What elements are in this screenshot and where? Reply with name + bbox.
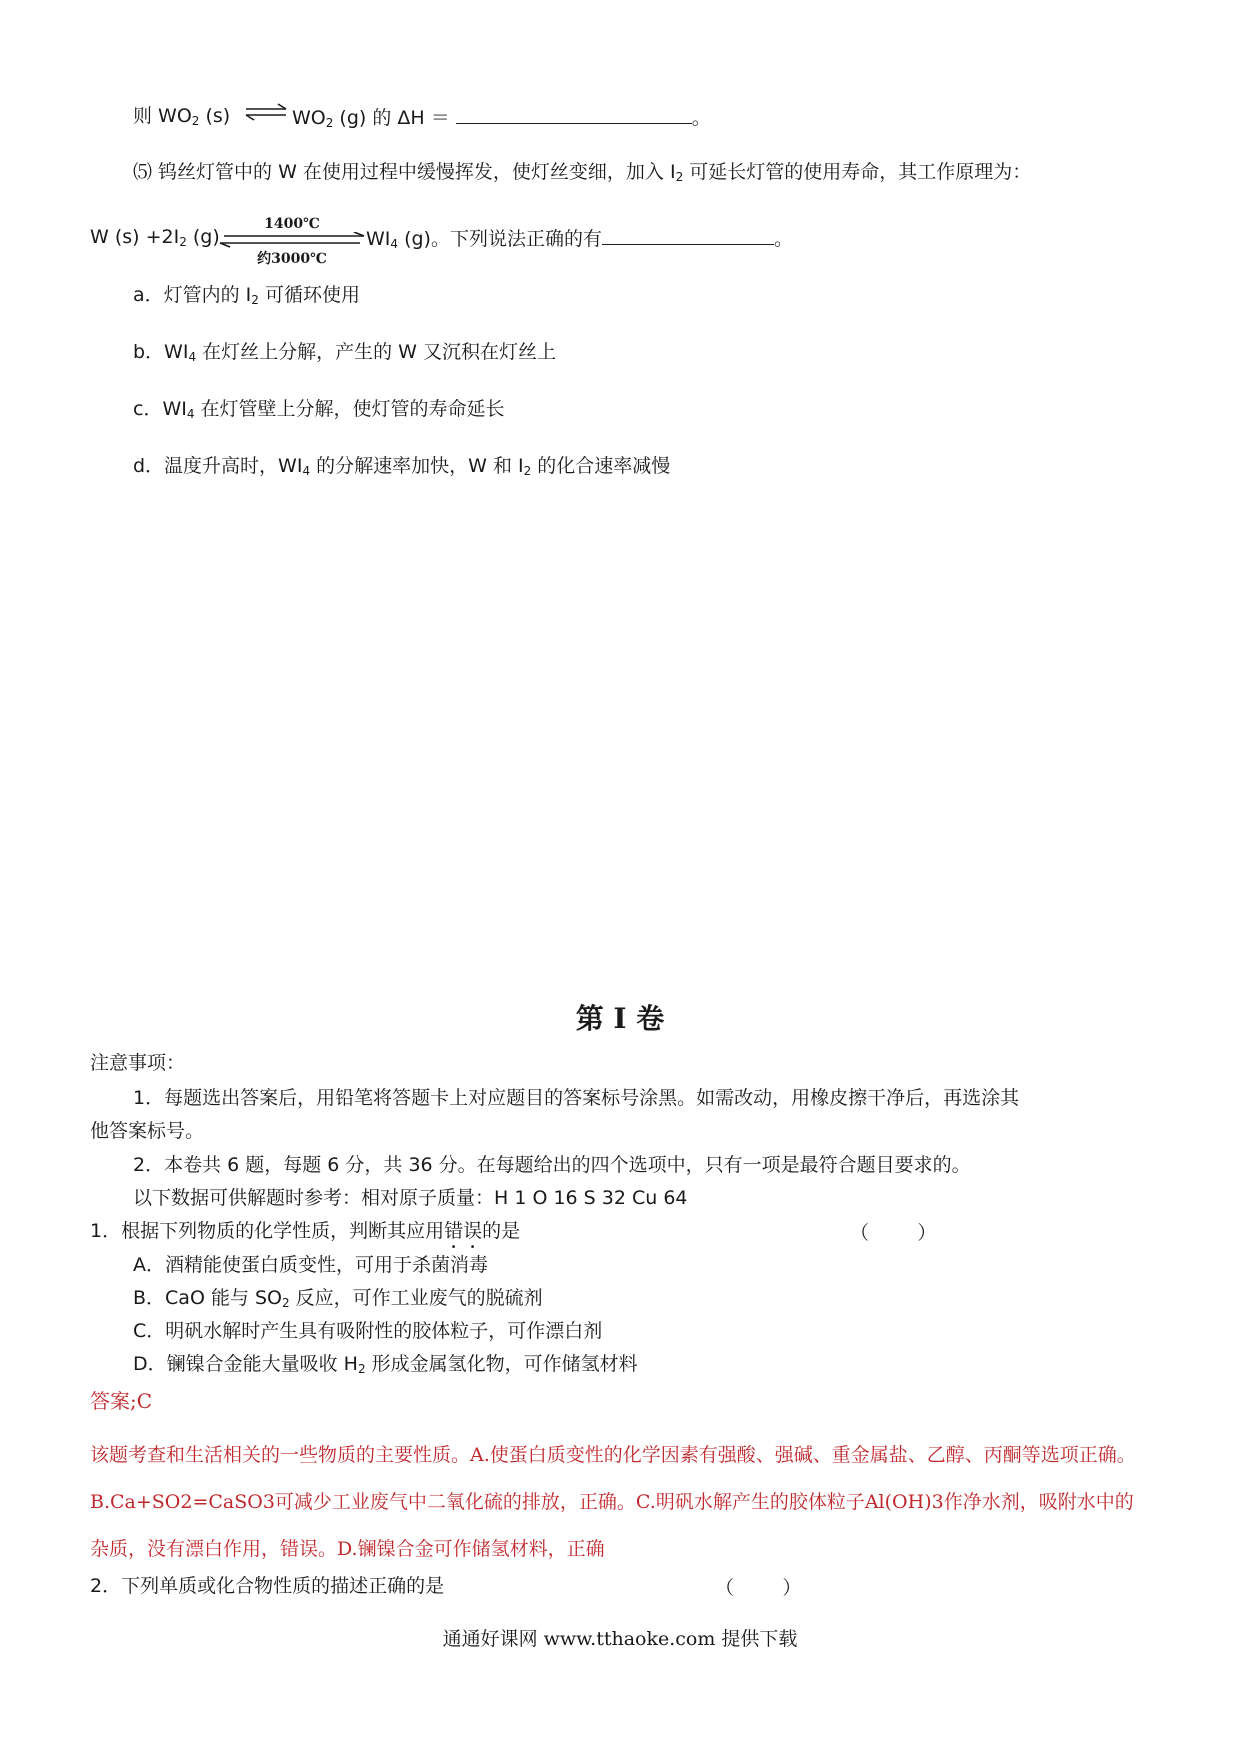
q1-answer-parentheses[interactable]: （ ）: [850, 1222, 937, 1244]
q1-emphasis: 错误: [444, 1220, 483, 1242]
q2-answer-parentheses[interactable]: （ ）: [715, 1577, 802, 1599]
page-footer: 通通好课网 www.tthaoke.com 提供下载: [442, 1628, 798, 1650]
q1-explanation: 该题考查和生活相关的一些物质的主要性质。A.使蛋白质变性的化学因素有强酸、强碱、重金属盐、乙醇、丙酮等选项正确。B.Ca+SO2=CaSO3可减少工业废气中二氧化硫的排放，正确。C.明矾水解产生的胶体粒子Al(OH)3作净水剂，吸附水中的杂质，没有漂白作用，错误。D.镧镍合金可作储氢材料，正确: [90, 1444, 1136, 1560]
reversible-reaction-arrow: [218, 216, 366, 266]
q2-stem: 2．下列单质或化合物性质的描述正确的是: [90, 1575, 445, 1597]
answer-blank-q5[interactable]: [602, 224, 774, 245]
notes-item-1-line-1: 1．每题选出答案后，用铅笔将答题卡上对应题目的答案标号涂黑。如需改动，用橡皮擦干净后，再选涂其: [133, 1087, 1020, 1109]
q5-intro: ⑸ 钨丝灯管中的 W 在使用过程中缓慢挥发，使灯丝变细，加入 $I_2$ 可延长灯管的使用寿命，其工作原理为：: [133, 161, 1032, 184]
notes-reference-data: 以下数据可供解题时参考：相对原子质量：H 1 O 16 S 32 Cu 64: [133, 1187, 688, 1209]
answer-blank-delta-h[interactable]: [456, 103, 692, 124]
q1-option-c: C．明矾水解时产生具有吸附性的胶体粒子，可作漂白剂: [133, 1320, 603, 1342]
double-arrow-icon: [218, 232, 366, 248]
equilibrium-arrow-icon: [244, 103, 288, 121]
q1-option-d: D．镧镍合金能大量吸收 $H_2$ 形成金属氢化物，可作储氢材料: [133, 1353, 638, 1376]
q1-option-a: A．酒精能使蛋白质变性，可用于杀菌消毒: [133, 1254, 488, 1276]
q4-tail-line-rest: $WO_2$ (g) 的 ΔH ＝ 。: [292, 103, 711, 131]
arrow-bottom-condition: 约3000℃: [257, 251, 327, 267]
q5-option-a: a．灯管内的 $I_2$ 可循环使用: [133, 284, 360, 307]
q5-equation-left: W $(s) +2I_2$ (g): [90, 226, 220, 249]
q5-option-d: d．温度升高时，$WI_4$ 的分解速率加快，W 和 $I_2$ 的化合速率减慢: [133, 455, 671, 478]
q5-equation-right: $WI_4$ (g)。下列说法正确的有 。: [366, 224, 793, 252]
notes-heading: 注意事项：: [90, 1052, 186, 1074]
q5-option-b: b．$WI_4$ 在灯丝上分解，产生的 W 又沉积在灯丝上: [133, 341, 557, 364]
q4-tail-line: 则 $WO_2$ (s): [133, 105, 231, 128]
q1-stem: 1．根据下列物质的化学性质，判断其应用错误的是: [90, 1220, 521, 1242]
q1-answer: 答案;C: [90, 1389, 153, 1413]
q5-option-c: c．$WI_4$ 在灯管壁上分解，使灯管的寿命延长: [133, 398, 505, 421]
arrow-top-condition: 1400℃: [264, 216, 320, 232]
q1-option-b: B．CaO 能与 $SO_2$ 反应，可作工业废气的脱硫剂: [133, 1287, 543, 1310]
section-title: 第 I 卷: [575, 1002, 665, 1035]
notes-item-2: 2．本卷共 6 题，每题 6 分，共 36 分。在每题给出的四个选项中，只有一项是最符合题目要求的。: [133, 1154, 971, 1176]
notes-item-1-line-2: 他答案标号。: [90, 1120, 205, 1142]
